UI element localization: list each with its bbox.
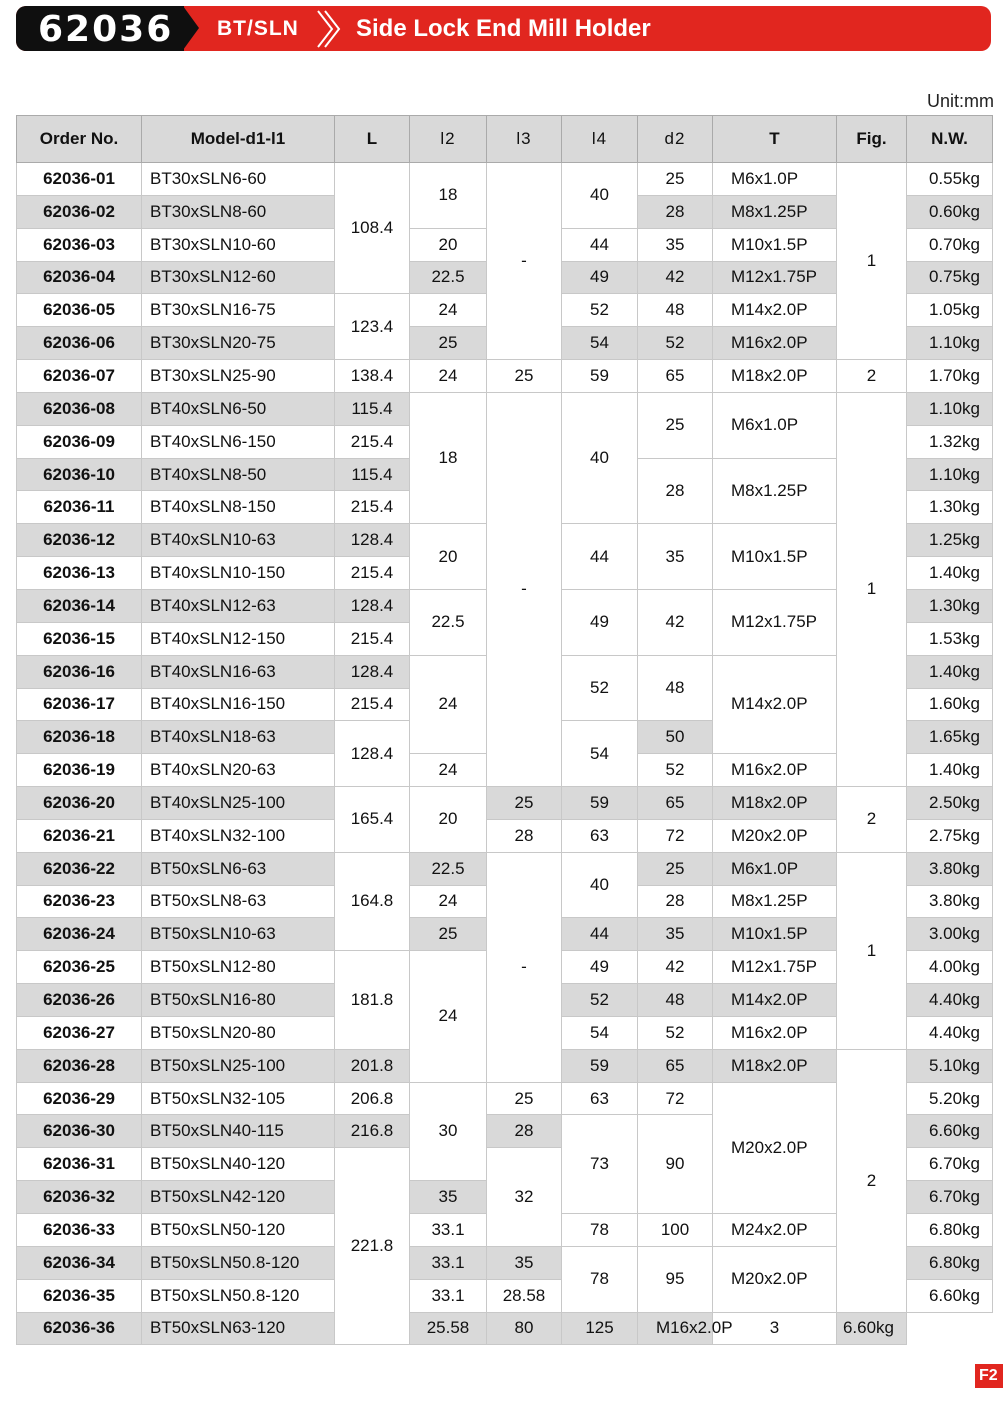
l3-cell: 25: [487, 360, 562, 393]
d2-cell: 25: [638, 163, 713, 196]
net-weight-cell: 0.75kg: [907, 261, 993, 294]
model-cell: BT50xSLN63-120: [142, 1312, 335, 1345]
l3-cell: -: [487, 163, 562, 360]
order-no-cell: 62036-01: [17, 163, 142, 196]
model-cell: BT50xSLN6-63: [142, 852, 335, 885]
d2-cell: 28: [638, 885, 713, 918]
d2-cell: 48: [638, 294, 713, 327]
col-header-fig: Fig.: [837, 116, 907, 163]
model-cell: BT40xSLN6-50: [142, 392, 335, 425]
order-no-cell: 62036-12: [17, 524, 142, 557]
net-weight-cell: 1.10kg: [907, 327, 993, 360]
order-no-cell: 62036-06: [17, 327, 142, 360]
l2-cell: 18: [410, 392, 487, 523]
l4-cell: 49: [562, 261, 638, 294]
fig-cell: 1: [837, 392, 907, 786]
table-row: [17, 163, 993, 196]
l-cell: 128.4: [335, 524, 410, 557]
t-cell: M6x1.0P: [713, 392, 837, 458]
t-cell: M10x1.5P: [713, 228, 837, 261]
model-cell: BT40xSLN32-100: [142, 819, 335, 852]
l-cell: 215.4: [335, 622, 410, 655]
d2-cell: 25: [638, 852, 713, 885]
net-weight-cell: 1.60kg: [907, 688, 993, 721]
l2-cell: 18: [410, 163, 487, 229]
l4-cell: 40: [562, 392, 638, 523]
l2-cell: 25: [410, 327, 487, 360]
t-cell: M18x2.0P: [713, 787, 837, 820]
t-cell: M18x2.0P: [713, 360, 837, 393]
net-weight-cell: 6.60kg: [907, 1279, 993, 1312]
l-cell: 215.4: [335, 688, 410, 721]
l-cell: 164.8: [335, 852, 410, 951]
l4-cell: 44: [562, 228, 638, 261]
order-no-cell: 62036-11: [17, 491, 142, 524]
model-cell: BT50xSLN50-120: [142, 1214, 335, 1247]
d2-cell: 28: [638, 458, 713, 524]
order-no-cell: 62036-16: [17, 655, 142, 688]
fig-cell: 3: [713, 1312, 837, 1345]
model-cell: BT50xSLN8-63: [142, 885, 335, 918]
order-no-cell: 62036-02: [17, 195, 142, 228]
l4-cell: 44: [562, 918, 638, 951]
order-no-cell: 62036-17: [17, 688, 142, 721]
t-cell: M6x1.0P: [713, 852, 837, 885]
l-cell: 201.8: [335, 1049, 410, 1082]
model-cell: BT40xSLN12-150: [142, 622, 335, 655]
fig-cell: 2: [837, 787, 907, 853]
net-weight-cell: 1.70kg: [907, 360, 993, 393]
t-cell: M12x1.75P: [713, 589, 837, 655]
model-cell: BT30xSLN20-75: [142, 327, 335, 360]
d2-cell: 25: [638, 392, 713, 458]
l3-cell: -: [487, 392, 562, 786]
net-weight-cell: 1.25kg: [907, 524, 993, 557]
l3-cell: 35: [487, 1246, 562, 1279]
l4-cell: 63: [562, 819, 638, 852]
order-no-cell: 62036-18: [17, 721, 142, 754]
l3-cell: 32: [487, 1148, 562, 1247]
d2-cell: 52: [638, 1016, 713, 1049]
l2-cell: 24: [410, 655, 487, 754]
d2-cell: 65: [638, 787, 713, 820]
order-no-cell: 62036-07: [17, 360, 142, 393]
col-header-T: T: [713, 116, 837, 163]
net-weight-cell: 1.05kg: [907, 294, 993, 327]
model-cell: BT40xSLN8-50: [142, 458, 335, 491]
l4-cell: 54: [562, 1016, 638, 1049]
net-weight-cell: 1.30kg: [907, 589, 993, 622]
model-cell: BT50xSLN16-80: [142, 984, 335, 1017]
net-weight-cell: 5.20kg: [907, 1082, 993, 1115]
model-cell: BT50xSLN50.8-120: [142, 1279, 335, 1312]
l-cell: 138.4: [335, 360, 410, 393]
net-weight-cell: 1.32kg: [907, 425, 993, 458]
d2-cell: 42: [638, 261, 713, 294]
l-cell: 206.8: [335, 1082, 410, 1115]
l4-cell: 49: [562, 589, 638, 655]
t-cell: M16x2.0P: [713, 754, 837, 787]
model-cell: BT40xSLN12-63: [142, 589, 335, 622]
net-weight-cell: 6.80kg: [907, 1214, 993, 1247]
t-cell: M6x1.0P: [713, 163, 837, 196]
spec-table: [16, 115, 993, 1345]
model-cell: BT50xSLN12-80: [142, 951, 335, 984]
l4-cell: 40: [562, 852, 638, 918]
l4-cell: 80: [487, 1312, 562, 1345]
l-cell: 216.8: [335, 1115, 410, 1148]
net-weight-cell: 4.00kg: [907, 951, 993, 984]
d2-cell: 48: [638, 984, 713, 1017]
net-weight-cell: 6.60kg: [907, 1115, 993, 1148]
l-cell: 165.4: [335, 787, 410, 853]
order-no-cell: 62036-05: [17, 294, 142, 327]
model-cell: BT50xSLN40-120: [142, 1148, 335, 1181]
col-header-l3: l3: [487, 116, 562, 163]
l4-cell: 52: [562, 294, 638, 327]
order-no-cell: 62036-03: [17, 228, 142, 261]
l4-cell: 40: [562, 163, 638, 229]
t-cell: M20x2.0P: [713, 1246, 837, 1312]
fig-cell: 1: [837, 852, 907, 1049]
l2-cell: 22.5: [410, 261, 487, 294]
d2-cell: 35: [638, 524, 713, 590]
d2-cell: 28: [638, 195, 713, 228]
net-weight-cell: 2.75kg: [907, 819, 993, 852]
order-no-cell: 62036-23: [17, 885, 142, 918]
order-no-cell: 62036-08: [17, 392, 142, 425]
col-header-nw: N.W.: [907, 116, 993, 163]
table-row: [17, 392, 993, 425]
order-no-cell: 62036-29: [17, 1082, 142, 1115]
net-weight-cell: 4.40kg: [907, 1016, 993, 1049]
d2-cell: 90: [638, 1115, 713, 1214]
l2-cell: 24: [410, 754, 487, 787]
l-cell: 221.8: [335, 1148, 410, 1345]
fig-cell: 1: [837, 163, 907, 360]
order-no-cell: 62036-13: [17, 557, 142, 590]
order-no-cell: 62036-32: [17, 1181, 142, 1214]
net-weight-cell: 1.40kg: [907, 557, 993, 590]
table-body: [17, 163, 993, 1345]
net-weight-cell: 6.80kg: [907, 1246, 993, 1279]
l4-cell: 59: [562, 360, 638, 393]
net-weight-cell: 1.30kg: [907, 491, 993, 524]
l4-cell: 59: [562, 1049, 638, 1082]
model-cell: BT40xSLN25-100: [142, 787, 335, 820]
net-weight-cell: 3.80kg: [907, 852, 993, 885]
l2-cell: 24: [410, 360, 487, 393]
l4-cell: 44: [562, 524, 638, 590]
order-no-cell: 62036-33: [17, 1214, 142, 1247]
l2-cell: 22.5: [410, 852, 487, 885]
t-cell: M12x1.75P: [713, 261, 837, 294]
model-cell: BT40xSLN10-63: [142, 524, 335, 557]
l4-cell: 52: [562, 655, 638, 721]
unit-label: Unit:mm: [927, 91, 994, 111]
d2-cell: 125: [562, 1312, 638, 1345]
model-cell: BT40xSLN20-63: [142, 754, 335, 787]
col-header-model: Model-d1-l1: [142, 116, 335, 163]
l4-cell: 52: [562, 984, 638, 1017]
col-header-order: Order No.: [17, 116, 142, 163]
l4-cell: 54: [562, 721, 638, 787]
order-no-cell: 62036-21: [17, 819, 142, 852]
model-cell: BT30xSLN12-60: [142, 261, 335, 294]
model-cell: BT40xSLN16-150: [142, 688, 335, 721]
l2-cell: 33.1: [410, 1246, 487, 1279]
l3-cell: 25.58: [410, 1312, 487, 1345]
col-header-L: L: [335, 116, 410, 163]
table-header-row: [17, 116, 993, 163]
t-cell: M24x2.0P: [713, 1214, 837, 1247]
l3-cell: 28: [487, 819, 562, 852]
model-cell: BT50xSLN40-115: [142, 1115, 335, 1148]
l2-cell: 33.1: [410, 1214, 487, 1247]
fig-cell: 2: [837, 360, 907, 393]
net-weight-cell: 0.55kg: [907, 163, 993, 196]
model-cell: BT50xSLN10-63: [142, 918, 335, 951]
order-no-cell: 62036-04: [17, 261, 142, 294]
t-cell: M20x2.0P: [713, 1082, 837, 1213]
net-weight-cell: 1.53kg: [907, 622, 993, 655]
d2-cell: 52: [638, 327, 713, 360]
d2-cell: 72: [638, 1082, 713, 1115]
net-weight-cell: 1.65kg: [907, 721, 993, 754]
t-cell: M8x1.25P: [713, 195, 837, 228]
banner-arrow: [183, 6, 199, 50]
l2-cell: 20: [410, 787, 487, 853]
t-cell: M20x2.0P: [713, 819, 837, 852]
t-cell: M18x2.0P: [713, 1049, 837, 1082]
order-no-cell: 62036-34: [17, 1246, 142, 1279]
model-cell: BT30xSLN8-60: [142, 195, 335, 228]
order-no-cell: 62036-31: [17, 1148, 142, 1181]
l2-cell: 20: [410, 524, 487, 590]
net-weight-cell: 5.10kg: [907, 1049, 993, 1082]
net-weight-cell: 0.60kg: [907, 195, 993, 228]
order-no-cell: 62036-26: [17, 984, 142, 1017]
order-no-cell: 62036-14: [17, 589, 142, 622]
net-weight-cell: 1.40kg: [907, 754, 993, 787]
net-weight-cell: 6.60kg: [837, 1312, 907, 1345]
l-cell: 128.4: [335, 721, 410, 787]
l2-cell: 24: [410, 294, 487, 327]
l-cell: 115.4: [335, 392, 410, 425]
t-cell: M10x1.5P: [713, 918, 837, 951]
l2-cell: 33.1: [410, 1279, 487, 1312]
net-weight-cell: 6.70kg: [907, 1181, 993, 1214]
l2-cell: 25: [410, 918, 487, 951]
d2-cell: 42: [638, 951, 713, 984]
l-cell: 128.4: [335, 655, 410, 688]
d2-cell: 35: [638, 918, 713, 951]
l4-cell: 59: [562, 787, 638, 820]
order-no-cell: 62036-15: [17, 622, 142, 655]
model-cell: BT50xSLN50.8-120: [142, 1246, 335, 1279]
l2-cell: 24: [410, 885, 487, 918]
chevron-right-icon: [312, 9, 342, 49]
product-series: BT/SLN: [217, 17, 299, 40]
net-weight-cell: 3.80kg: [907, 885, 993, 918]
l-cell: 181.8: [335, 951, 410, 1050]
model-cell: BT30xSLN25-90: [142, 360, 335, 393]
order-no-cell: 62036-28: [17, 1049, 142, 1082]
order-no-cell: 62036-25: [17, 951, 142, 984]
title-banner: [16, 6, 991, 51]
t-cell: M16x2.0P: [713, 327, 837, 360]
net-weight-cell: 1.10kg: [907, 392, 993, 425]
model-cell: BT40xSLN8-150: [142, 491, 335, 524]
col-header-l2: l2: [410, 116, 487, 163]
order-no-cell: 62036-30: [17, 1115, 142, 1148]
t-cell: M8x1.25P: [713, 885, 837, 918]
l3-cell: 25: [487, 1082, 562, 1115]
order-no-cell: 62036-09: [17, 425, 142, 458]
l4-cell: 63: [562, 1082, 638, 1115]
model-cell: BT40xSLN10-150: [142, 557, 335, 590]
l2-cell: 20: [410, 228, 487, 261]
d2-cell: 42: [638, 589, 713, 655]
net-weight-cell: 1.10kg: [907, 458, 993, 491]
l-cell: 123.4: [335, 294, 410, 360]
t-cell: M12x1.75P: [713, 951, 837, 984]
model-cell: BT40xSLN6-150: [142, 425, 335, 458]
net-weight-cell: 6.70kg: [907, 1148, 993, 1181]
l4-cell: 78: [562, 1246, 638, 1312]
l4-cell: 54: [562, 327, 638, 360]
t-cell: M8x1.25P: [713, 458, 837, 524]
col-header-d2: d2: [638, 116, 713, 163]
model-cell: BT50xSLN42-120: [142, 1181, 335, 1214]
l4-cell: 49: [562, 951, 638, 984]
d2-cell: 52: [638, 754, 713, 787]
t-cell: M14x2.0P: [713, 984, 837, 1017]
product-title: Side Lock End Mill Holder: [356, 15, 651, 42]
order-no-cell: 62036-35: [17, 1279, 142, 1312]
l3-cell: 28: [487, 1115, 562, 1148]
table-row: [17, 360, 993, 393]
fig-cell: 2: [837, 1049, 907, 1312]
table-row: [17, 1312, 993, 1345]
product-code: 62036: [16, 6, 184, 51]
l2-cell: 24: [410, 951, 487, 1082]
order-no-cell: 62036-22: [17, 852, 142, 885]
d2-cell: 65: [638, 360, 713, 393]
l2-cell: 30: [410, 1082, 487, 1181]
l3-cell: -: [487, 852, 562, 1082]
order-no-cell: 62036-27: [17, 1016, 142, 1049]
l-cell: 115.4: [335, 458, 410, 491]
t-cell: M14x2.0P: [713, 655, 837, 754]
net-weight-cell: 4.40kg: [907, 984, 993, 1017]
t-cell: M14x2.0P: [713, 294, 837, 327]
d2-cell: 50: [638, 721, 713, 754]
l3-cell: 25: [487, 787, 562, 820]
t-cell: M10x1.5P: [713, 524, 837, 590]
model-cell: BT50xSLN25-100: [142, 1049, 335, 1082]
l4-cell: 78: [562, 1214, 638, 1247]
l-cell: 215.4: [335, 425, 410, 458]
l-cell: 215.4: [335, 557, 410, 590]
model-cell: BT30xSLN16-75: [142, 294, 335, 327]
order-no-cell: 62036-19: [17, 754, 142, 787]
net-weight-cell: 1.40kg: [907, 655, 993, 688]
model-cell: BT30xSLN6-60: [142, 163, 335, 196]
d2-cell: 72: [638, 819, 713, 852]
order-no-cell: 62036-24: [17, 918, 142, 951]
table-row: [17, 787, 993, 820]
model-cell: BT50xSLN20-80: [142, 1016, 335, 1049]
t-cell: M16x2.0P: [713, 1016, 837, 1049]
net-weight-cell: 2.50kg: [907, 787, 993, 820]
model-cell: BT50xSLN32-105: [142, 1082, 335, 1115]
l-cell: 128.4: [335, 589, 410, 622]
l2-cell: 22.5: [410, 589, 487, 655]
model-cell: BT40xSLN16-63: [142, 655, 335, 688]
model-cell: BT40xSLN18-63: [142, 721, 335, 754]
d2-cell: 65: [638, 1049, 713, 1082]
l3-cell: 28.58: [487, 1279, 562, 1312]
l-cell: 108.4: [335, 163, 410, 294]
table-row: [17, 852, 993, 885]
d2-cell: 100: [638, 1214, 713, 1247]
order-no-cell: 62036-20: [17, 787, 142, 820]
col-header-l4: l4: [562, 116, 638, 163]
d2-cell: 48: [638, 655, 713, 721]
d2-cell: 95: [638, 1246, 713, 1312]
net-weight-cell: 0.70kg: [907, 228, 993, 261]
order-no-cell: 62036-36: [17, 1312, 142, 1345]
l2-cell: 35: [410, 1181, 487, 1214]
model-cell: BT30xSLN10-60: [142, 228, 335, 261]
net-weight-cell: 3.00kg: [907, 918, 993, 951]
d2-cell: 35: [638, 228, 713, 261]
l-cell: 215.4: [335, 491, 410, 524]
page-number: F2: [975, 1364, 1003, 1388]
t-cell: M16x2.0P: [638, 1312, 713, 1345]
l4-cell: 73: [562, 1115, 638, 1214]
order-no-cell: 62036-10: [17, 458, 142, 491]
